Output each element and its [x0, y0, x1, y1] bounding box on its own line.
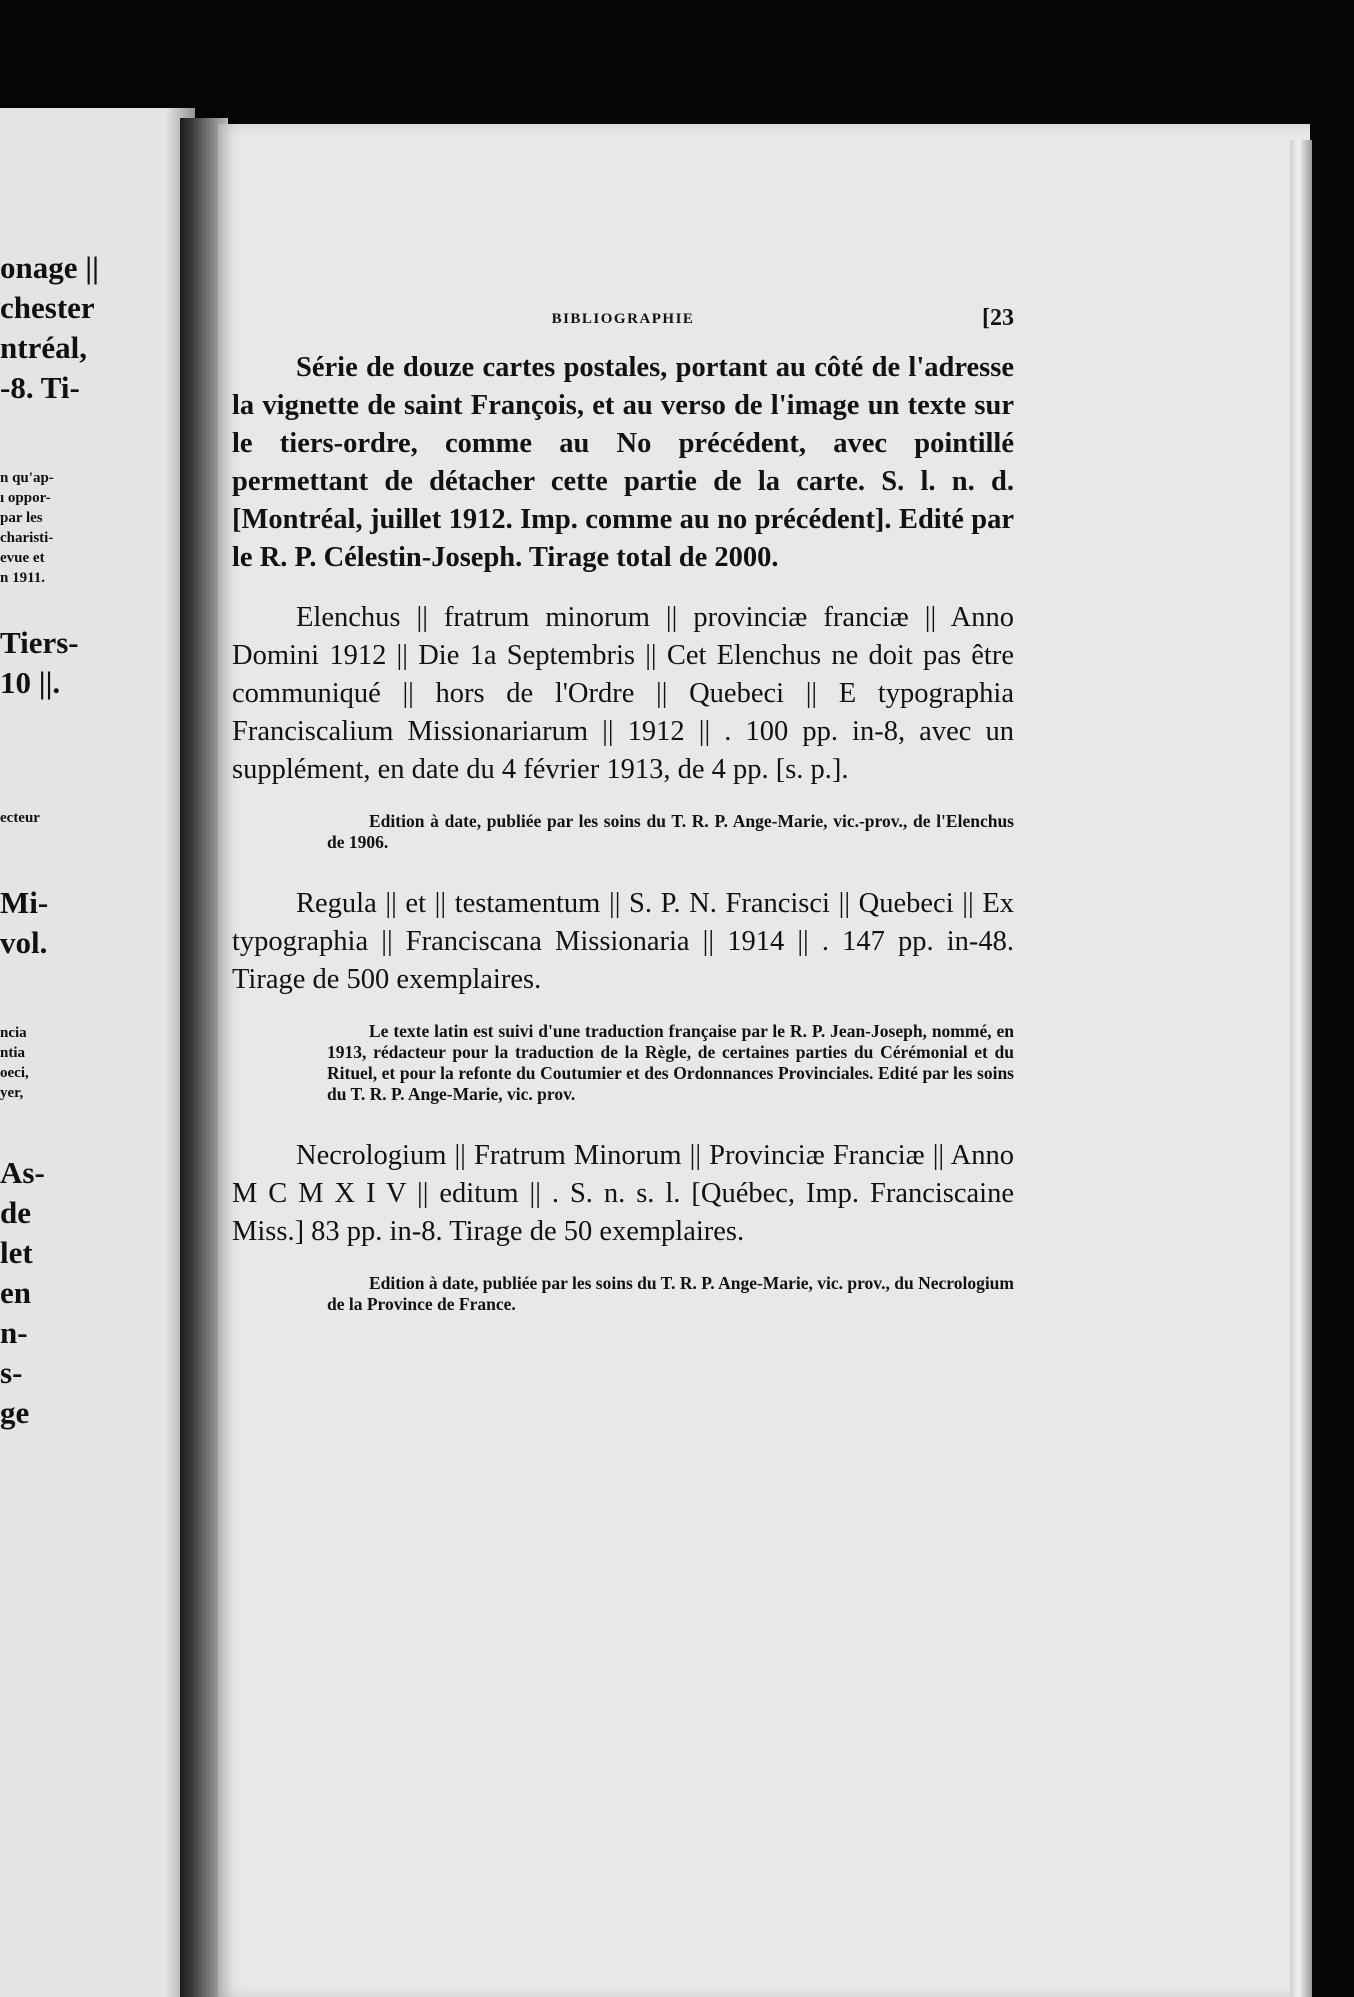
left-page-line: ncia [0, 1025, 27, 1041]
left-page-line: ntia [0, 1045, 26, 1061]
left-page-line: n- [0, 1315, 28, 1350]
running-title: BIBLIOGRAPHIE [551, 311, 695, 327]
bibliography-entry-regula: Regula || et || testamentum || S. P. N. Francisci || Quebeci || Ex typographia || Franciscana Missionaria || 1914 || . 147 pp. in-48. Tirage de 500 exemplaires. [232, 888, 1014, 995]
left-page-line: n qu'ap- [0, 470, 54, 486]
running-head [232, 305, 1014, 341]
left-page-line: Mi- [0, 885, 49, 920]
bibliography-entry-necrologium: Necrologium || Fratrum Minorum || Provinciæ Franciæ || Anno M C M X I V || editum || . S. n. s. l. [Québec, Imp. Franciscaine Miss.] 83 pp. in-8. Tirage de 50 exemplaires. [232, 1140, 1014, 1247]
left-page-line: chester [0, 290, 95, 325]
left-page-line: vol. [0, 925, 48, 960]
bibliography-entry-postcards: Série de douze cartes postales, portant au côté de l'adresse la vignette de saint François, et au verso de l'image un texte sur le tiers-ordre, comme au No précédent, avec pointillé permettant de détacher cette partie de la carte. S. l. n. d. [Montréal, juillet 1912. Imp. comme au no précédent]. Edité par le R. P. Célestin-Joseph. Tirage total de 2000. [232, 352, 1014, 573]
note-necrologium: Edition à date, publiée par les soins du T. R. P. Ange-Marie, vic. prov., du Necrologium de la Province de France. [327, 1273, 1014, 1314]
left-page-line: ı oppor- [0, 490, 51, 506]
note-regula: Le texte latin est suivi d'une traduction française par le R. P. Jean-Joseph, nommé, en 1913, rédacteur pour la traduction de la Règle, de certaines parties du Cérémonial et du Rituel, et pour la refonte du Coutumier et des Ordonnances Provinciales. Edité par les soins du T. R. P. Ange-Marie, vic. prov. [327, 1021, 1014, 1104]
left-page-line: 10 ||. [0, 665, 61, 700]
left-page-line: -8. Ti- [0, 370, 80, 405]
page-edge [1290, 140, 1312, 1997]
left-page-line: en [0, 1275, 31, 1310]
left-page-line: yer, [0, 1085, 24, 1101]
left-page-line: oeci, [0, 1065, 29, 1081]
bibliography-entry-elenchus: Elenchus || fratrum minorum || provinciæ franciæ || Anno Domini 1912 || Die 1a Septembris || Cet Elenchus ne doit pas être communiqué || hors de l'Ordre || Quebeci || E typographia Franciscalium Missionariarum || 1912 || . 100 pp. in-8, avec un supplément, en date du 4 février 1913, de 4 pp. [s. p.]. [232, 602, 1014, 785]
left-page-line: ntréal, [0, 330, 87, 365]
left-page-line: par les [0, 510, 43, 526]
left-page-line: Tiers- [0, 625, 79, 660]
left-page-line: n 1911. [0, 570, 46, 586]
left-page-line: ge [0, 1395, 30, 1430]
left-page-line: de [0, 1195, 31, 1230]
left-facing-page [0, 108, 195, 1997]
left-page-line: ecteur [0, 810, 40, 826]
left-page-line: As- [0, 1155, 45, 1190]
left-page-line: let [0, 1235, 33, 1270]
note-elenchus: Edition à date, publiée par les soins du T. R. P. Ange-Marie, vic.-prov., de l'Elenchus de 1906. [327, 811, 1014, 852]
left-page-line: evue et [0, 550, 45, 566]
page-number: [23 [982, 305, 1014, 331]
left-page-line: s- [0, 1355, 23, 1390]
left-page-line: onage || [0, 250, 99, 285]
page-content [232, 305, 1014, 1347]
left-page-line: charisti- [0, 530, 54, 546]
